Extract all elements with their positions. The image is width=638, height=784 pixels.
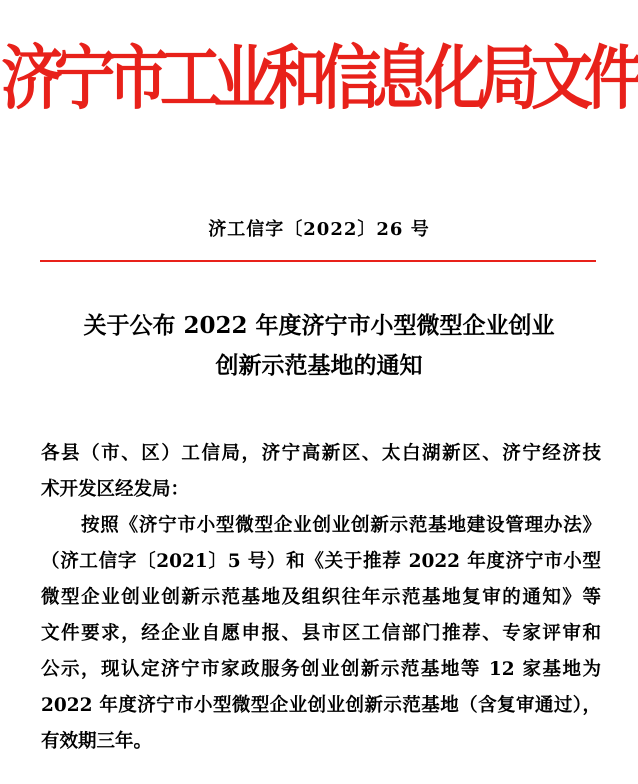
notice-body: [41, 436, 601, 760]
document-number: 济工信字〔2022〕26 号: [208, 219, 430, 240]
body-line-5: 公示，现认定济宁市家政服务创业创新示范基地等 12 家基地为: [41, 659, 601, 680]
document-header-title: 济宁市工业和信息化局文件: [0, 36, 637, 119]
body-line-addressee-1: 各县（市、区）工信局，济宁高新区、太白湖新区、济宁经济技: [41, 443, 601, 464]
body-line-addressee-2: 术开发区经发局：: [41, 479, 190, 500]
body-line-7: 有效期三年。: [41, 731, 153, 752]
body-line-3: 微型企业创业创新示范基地及组织往年示范基地复审的通知》等: [41, 587, 601, 608]
notice-title-line-2: 创新示范基地的通知: [215, 352, 423, 379]
notice-title-line-1: 关于公布 2022 年度济宁市小型微型企业创业: [83, 312, 555, 339]
notice-title: [0, 306, 638, 386]
body-line-4: 文件要求，经企业自愿申报、县市区工信部门推荐、专家评审和: [41, 623, 601, 644]
body-line-6: 2022 年度济宁市小型微型企业创业创新示范基地（含复审通过），: [41, 695, 601, 716]
body-line-2: （济工信字〔2021〕5 号）和《关于推荐 2022 年度济宁市小型: [41, 551, 601, 572]
red-divider-line: [40, 260, 596, 262]
body-line-1: 按照《济宁市小型微型企业创业创新示范基地建设管理办法》: [81, 515, 601, 536]
